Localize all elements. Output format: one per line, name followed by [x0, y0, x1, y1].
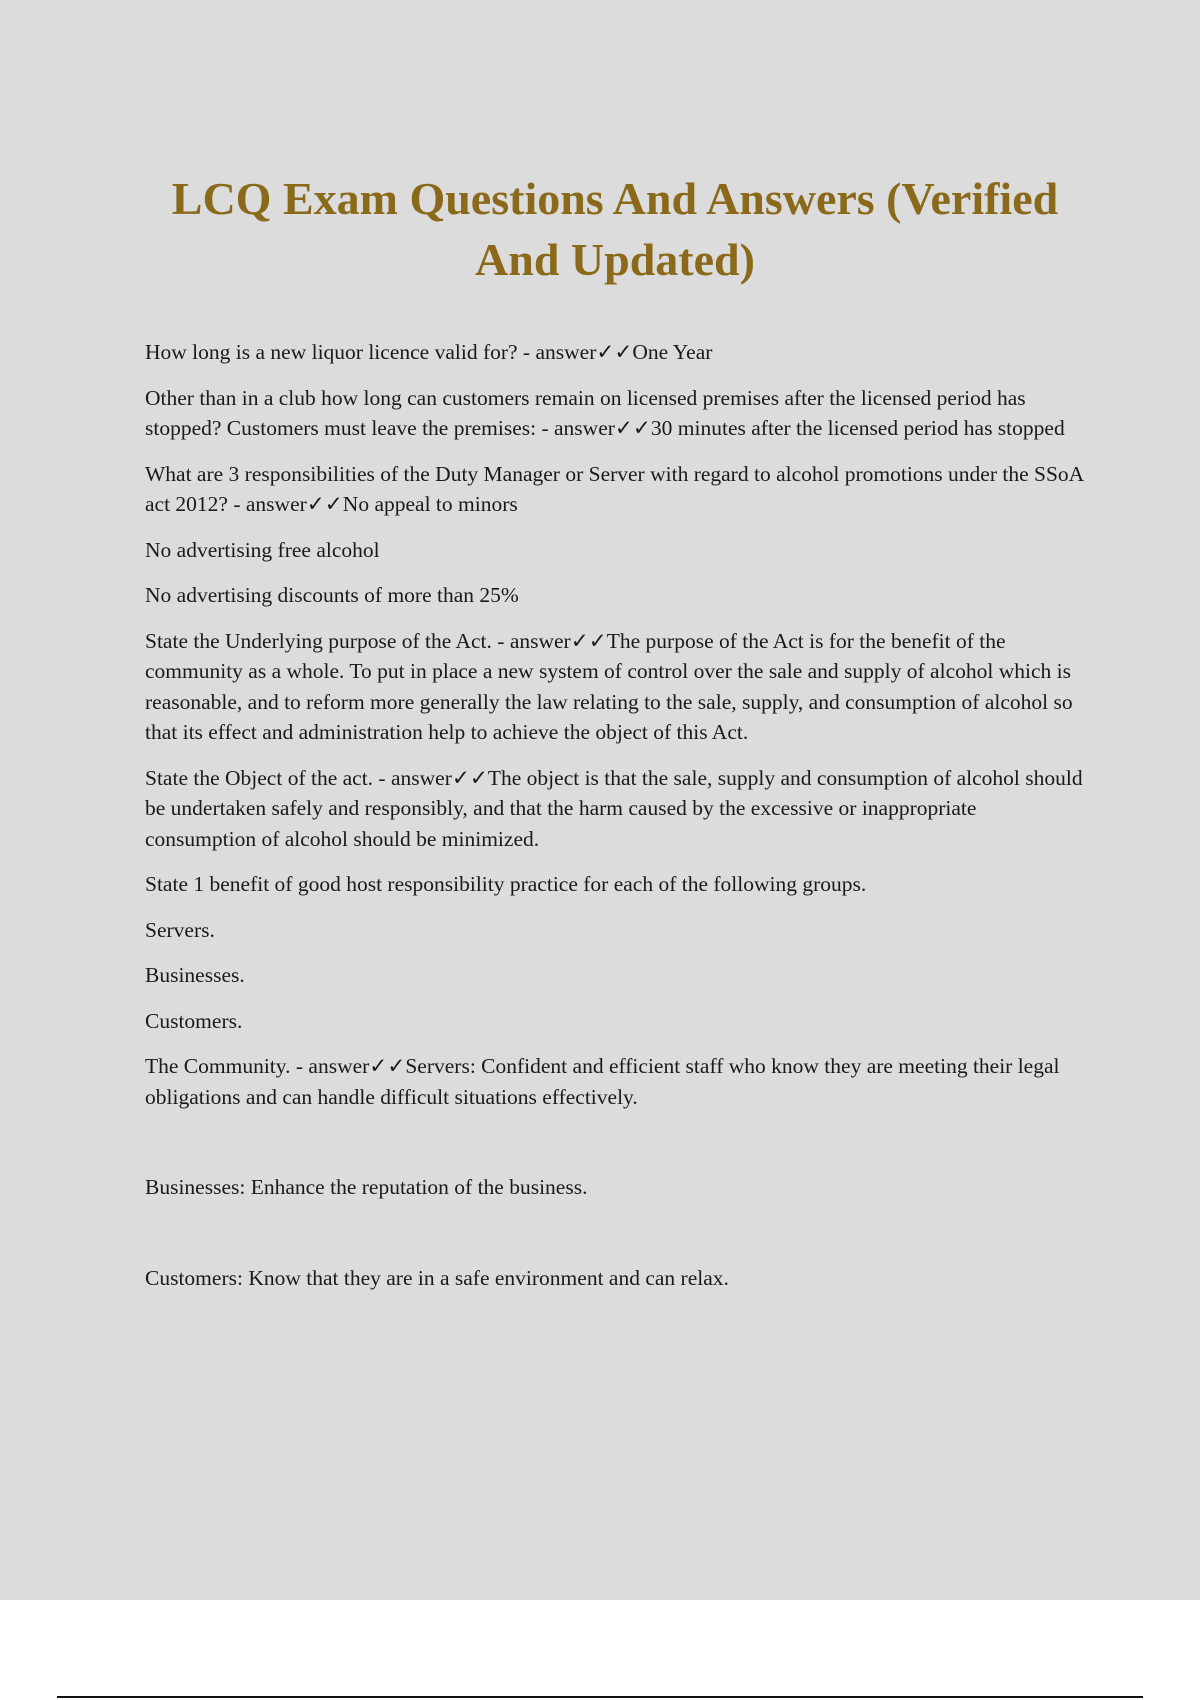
paragraph-no-free-alcohol: No advertising free alcohol	[145, 537, 380, 562]
question-host-responsibility: State 1 benefit of good host responsibility practice for each of the following groups.	[145, 872, 867, 896]
document-body	[145, 337, 1090, 1308]
footer-divider	[57, 1696, 1143, 1698]
qa-paragraph-licence-validity: How long is a new liquor licence valid for? - answer✓✓One Year	[145, 340, 713, 364]
group-businesses: Businesses.	[145, 963, 245, 987]
answer-businesses: Businesses: Enhance the reputation of the business.	[145, 1175, 588, 1199]
paragraph-no-discounts: No advertising discounts of more than 25%	[145, 583, 519, 607]
document-title: LCQ Exam Questions And Answers (Verified And Updated)	[171, 173, 1059, 285]
group-servers: Servers.	[145, 917, 215, 942]
group-customers: Customers.	[145, 1008, 243, 1033]
answer-customers: Customers: Know that they are in a safe environment and can relax.	[145, 1265, 729, 1290]
qa-paragraph-purpose: State the Underlying purpose of the Act. - answer✓✓The purpose of the Act is for the benefit of the community as a whole. To put in place a new system of control over the sale and supply of alcohol which is reasonable, and to reform more generally the law relating to the sale, supply, and consumption of alcohol so that its effect and administration help to achieve the object of this Act.	[145, 628, 1073, 744]
qa-paragraph-after-hours: Other than in a club how long can customers remain on licensed premises after the licensed period has stopped? Customers must leave the premises: - answer✓✓30 minutes after the licensed period has stopped	[145, 385, 1065, 440]
answer-community-servers: The Community. - answer✓✓Servers: Confident and efficient staff who know they are meeting their legal obligations and can handle difficult situations effectively.	[145, 1054, 1060, 1109]
qa-paragraph-object: State the Object of the act. - answer✓✓The object is that the sale, supply and consumption of alcohol should be undertaken safely and responsibly, and that the harm caused by the excessive or inappropriate consumption of alcohol should be minimized.	[145, 765, 1083, 851]
qa-paragraph-promotions: What are 3 responsibilities of the Duty Manager or Server with regard to alcohol promotions under the SSoA act 2012? - answer✓✓No appeal to minors	[145, 461, 1084, 516]
